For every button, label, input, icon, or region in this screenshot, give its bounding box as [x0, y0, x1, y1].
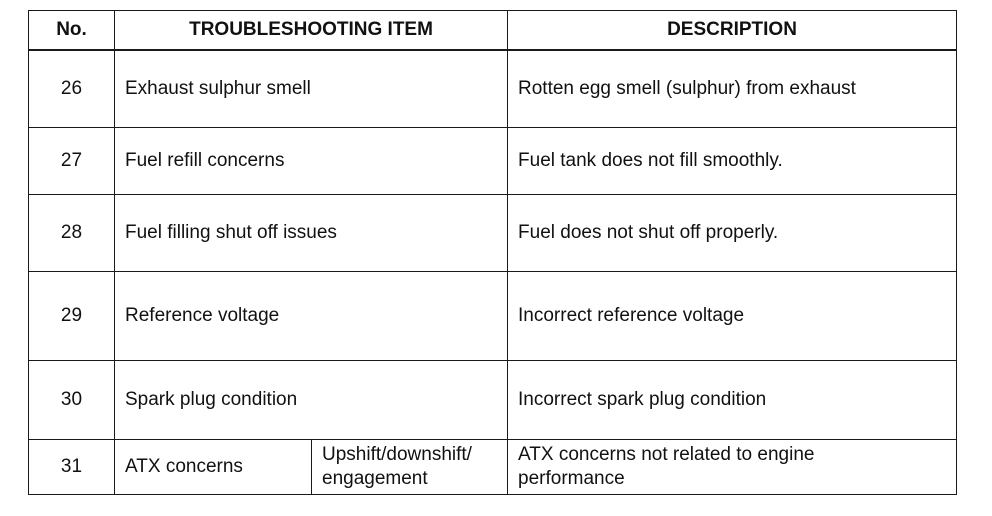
- row-number: 28: [29, 195, 115, 272]
- item-description: Fuel does not shut off properly.: [508, 195, 957, 272]
- item-description: Rotten egg smell (sulphur) from exhaust: [508, 50, 957, 128]
- header-troubleshooting-item: TROUBLESHOOTING ITEM: [115, 11, 508, 51]
- subitem-line: Upshift/downshift/: [322, 444, 472, 465]
- header-row: [29, 11, 957, 51]
- table-row: [29, 361, 957, 440]
- troubleshooting-item: Exhaust sulphur smell: [115, 50, 508, 128]
- troubleshooting-subitem: [312, 440, 508, 495]
- item-description: [508, 440, 957, 495]
- row-number: 29: [29, 272, 115, 361]
- description-line: performance: [518, 468, 625, 489]
- table-row: [29, 50, 957, 128]
- troubleshooting-item: ATX concerns: [115, 440, 312, 495]
- description-line: ATX concerns not related to engine: [518, 444, 815, 465]
- troubleshooting-table: [28, 10, 957, 495]
- row-number: 27: [29, 128, 115, 195]
- table-row: [29, 440, 957, 495]
- item-description: Fuel tank does not fill smoothly.: [508, 128, 957, 195]
- troubleshooting-item: Reference voltage: [115, 272, 508, 361]
- table-row: [29, 128, 957, 195]
- header-description: DESCRIPTION: [508, 11, 957, 51]
- troubleshooting-item: Fuel refill concerns: [115, 128, 508, 195]
- header-no: No.: [29, 11, 115, 51]
- subitem-line: engagement: [322, 468, 428, 489]
- item-description: Incorrect reference voltage: [508, 272, 957, 361]
- row-number: 30: [29, 361, 115, 440]
- troubleshooting-item: Fuel filling shut off issues: [115, 195, 508, 272]
- item-description: Incorrect spark plug condition: [508, 361, 957, 440]
- table-row: [29, 272, 957, 361]
- row-number: 26: [29, 50, 115, 128]
- troubleshooting-item: Spark plug condition: [115, 361, 508, 440]
- table-row: [29, 195, 957, 272]
- row-number: 31: [29, 440, 115, 495]
